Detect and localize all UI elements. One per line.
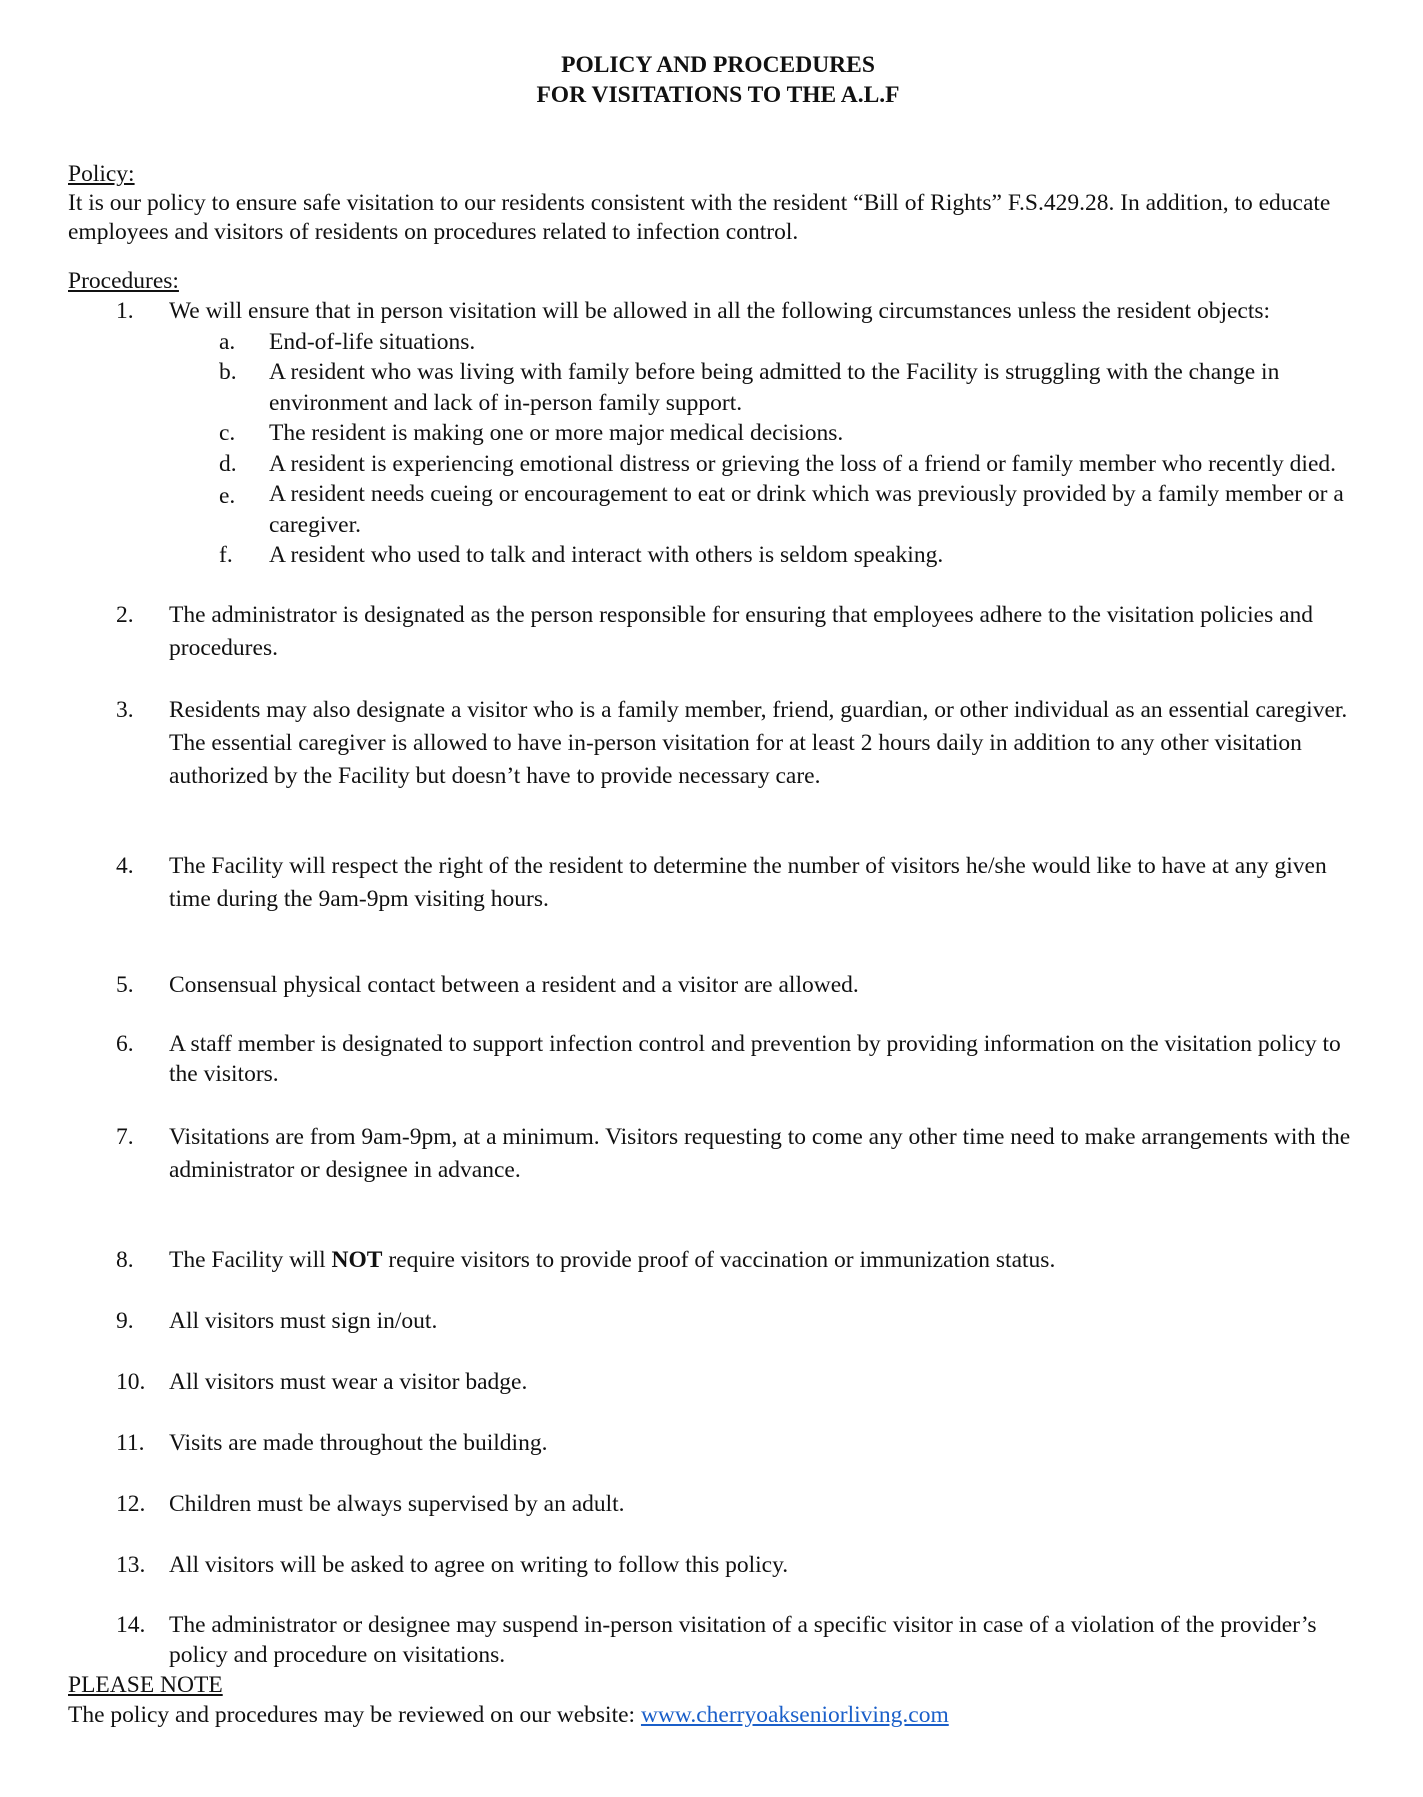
- procedure-item-8: [68, 1244, 1368, 1277]
- procedure-text-after: require visitors to provide proof of vaccination or immunization status.: [382, 1246, 1056, 1273]
- circumstance-letter: f.: [219, 542, 233, 568]
- circumstance-f: [169, 540, 1368, 571]
- circumstance-letter: e.: [219, 483, 236, 509]
- procedure-text: All visitors will be asked to agree on writing to follow this policy.: [169, 1551, 789, 1578]
- procedure-text: We will ensure that in person visitation will be allowed in all the following circumstances unless the resident objects:: [169, 298, 1271, 324]
- procedure-number: 13.: [116, 1551, 146, 1578]
- document: [68, 50, 1368, 1730]
- procedure-text: Children must be always supervised by an adult.: [169, 1490, 625, 1517]
- procedure-number: 7.: [116, 1123, 134, 1150]
- circumstance-c: [169, 418, 1368, 449]
- procedure-text: A staff member is designated to support infection control and prevention by providing information on the visitation policy to the visitors.: [169, 1030, 1341, 1087]
- procedure-item-5: [68, 969, 1368, 1002]
- policy-text: It is our policy to ensure safe visitation to our residents consistent with the resident “Bill of Rights” F.S.429.28. In addition, to educate employees and visitors of residents on procedures related to infection control.: [68, 190, 1331, 245]
- circumstance-text: A resident is experiencing emotional distress or grieving the loss of a friend or family member who recently died.: [269, 450, 1337, 477]
- circumstance-text: End-of-life situations.: [269, 328, 476, 355]
- circumstance-text: The resident is making one or more major medical decisions.: [269, 420, 844, 446]
- procedure-number: 3.: [116, 696, 134, 723]
- procedure-text: Consensual physical contact between a resident and a visitor are allowed.: [169, 971, 859, 998]
- circumstance-d: [169, 449, 1368, 480]
- procedure-item-13: [68, 1549, 1368, 1582]
- document-title: [68, 50, 1368, 110]
- please-note-sentence: The policy and procedures may be reviewed on our website:: [68, 1701, 641, 1728]
- procedure-item-3: [68, 694, 1368, 793]
- procedure-item-11: [68, 1427, 1368, 1460]
- procedure-item-9: [68, 1305, 1368, 1338]
- procedure-text: All visitors must sign in/out.: [169, 1307, 438, 1334]
- circumstance-text: A resident who used to talk and interact with others is seldom speaking.: [269, 542, 944, 568]
- title-line-2: FOR VISITATIONS TO THE A.L.F: [536, 82, 900, 108]
- procedure-text: The administrator is designated as the person responsible for ensuring that employees adhere to the visitation policies and procedures.: [169, 601, 1314, 661]
- website-link[interactable]: www.cherryoakseniorliving.com: [640, 1701, 949, 1728]
- procedure-number: 1.: [116, 298, 134, 324]
- procedure-text: Visitations are from 9am-9pm, at a minimum. Visitors requesting to come any other time need to make arrangements with the administrator or designee in advance.: [169, 1123, 1351, 1183]
- policy-heading: Policy:: [68, 161, 135, 187]
- procedure-item-12: [68, 1488, 1368, 1521]
- procedure-item-7: [68, 1121, 1368, 1187]
- circumstance-text: A resident who was living with family before being admitted to the Facility is struggling with the change in environment and lack of in-person family support.: [269, 359, 1280, 416]
- procedure-number: 2.: [116, 601, 134, 628]
- procedures-list: [68, 296, 1368, 1670]
- circumstances-list: [169, 327, 1368, 571]
- procedure-text: Residents may also designate a visitor who is a family member, friend, guardian, or other individual as an essential caregiver. The essential caregiver is allowed to have in-person visitation for at least 2 hours daily in addition to any other visitation authorized by the Facility but doesn’t have to provide necessary care.: [169, 696, 1348, 789]
- procedure-text: All visitors must wear a visitor badge.: [169, 1368, 528, 1395]
- circumstance-text: A resident needs cueing or encouragement to eat or drink which was previously provided by a family member or a caregiver.: [269, 481, 1344, 538]
- procedure-number: 5.: [116, 971, 134, 998]
- procedure-item-14: [68, 1610, 1368, 1670]
- title-line-1: POLICY AND PROCEDURES: [561, 52, 875, 78]
- circumstance-e: [169, 479, 1368, 540]
- procedure-item-4: [68, 850, 1368, 916]
- procedure-number: 14.: [116, 1611, 146, 1638]
- please-note-heading: PLEASE NOTE: [68, 1671, 223, 1698]
- procedure-number: 6.: [116, 1030, 134, 1057]
- procedure-number: 12.: [116, 1490, 146, 1517]
- procedure-number: 9.: [116, 1307, 134, 1334]
- circumstance-letter: c.: [219, 420, 236, 446]
- procedure-text: The administrator or designee may suspend in-person visitation of a specific visitor in case of a violation of the provider’s policy and procedure on visitations.: [169, 1611, 1317, 1668]
- circumstance-letter: a.: [219, 328, 236, 355]
- procedure-number: 10.: [116, 1368, 146, 1395]
- procedure-item-10: [68, 1366, 1368, 1399]
- procedure-item-1: [68, 296, 1368, 571]
- procedure-text-emphasis: NOT: [331, 1246, 383, 1273]
- procedure-number: 8.: [116, 1246, 134, 1273]
- procedure-text: Visits are made throughout the building.: [169, 1429, 548, 1456]
- circumstance-b: [169, 357, 1368, 418]
- procedures-heading: Procedures:: [68, 268, 179, 294]
- procedure-number: 11.: [116, 1429, 145, 1456]
- circumstance-letter: b.: [219, 359, 237, 385]
- procedure-number: 4.: [116, 852, 134, 879]
- procedure-text-before: The Facility will: [169, 1246, 332, 1273]
- procedure-item-6: [68, 1029, 1368, 1089]
- circumstance-a: [169, 327, 1368, 358]
- please-note-text: [68, 1700, 1368, 1730]
- procedure-item-2: [68, 599, 1368, 665]
- circumstance-letter: d.: [219, 450, 237, 477]
- procedure-text: The Facility will respect the right of the resident to determine the number of visitors he/she would like to have at any given time during the 9am-9pm visiting hours.: [169, 852, 1327, 912]
